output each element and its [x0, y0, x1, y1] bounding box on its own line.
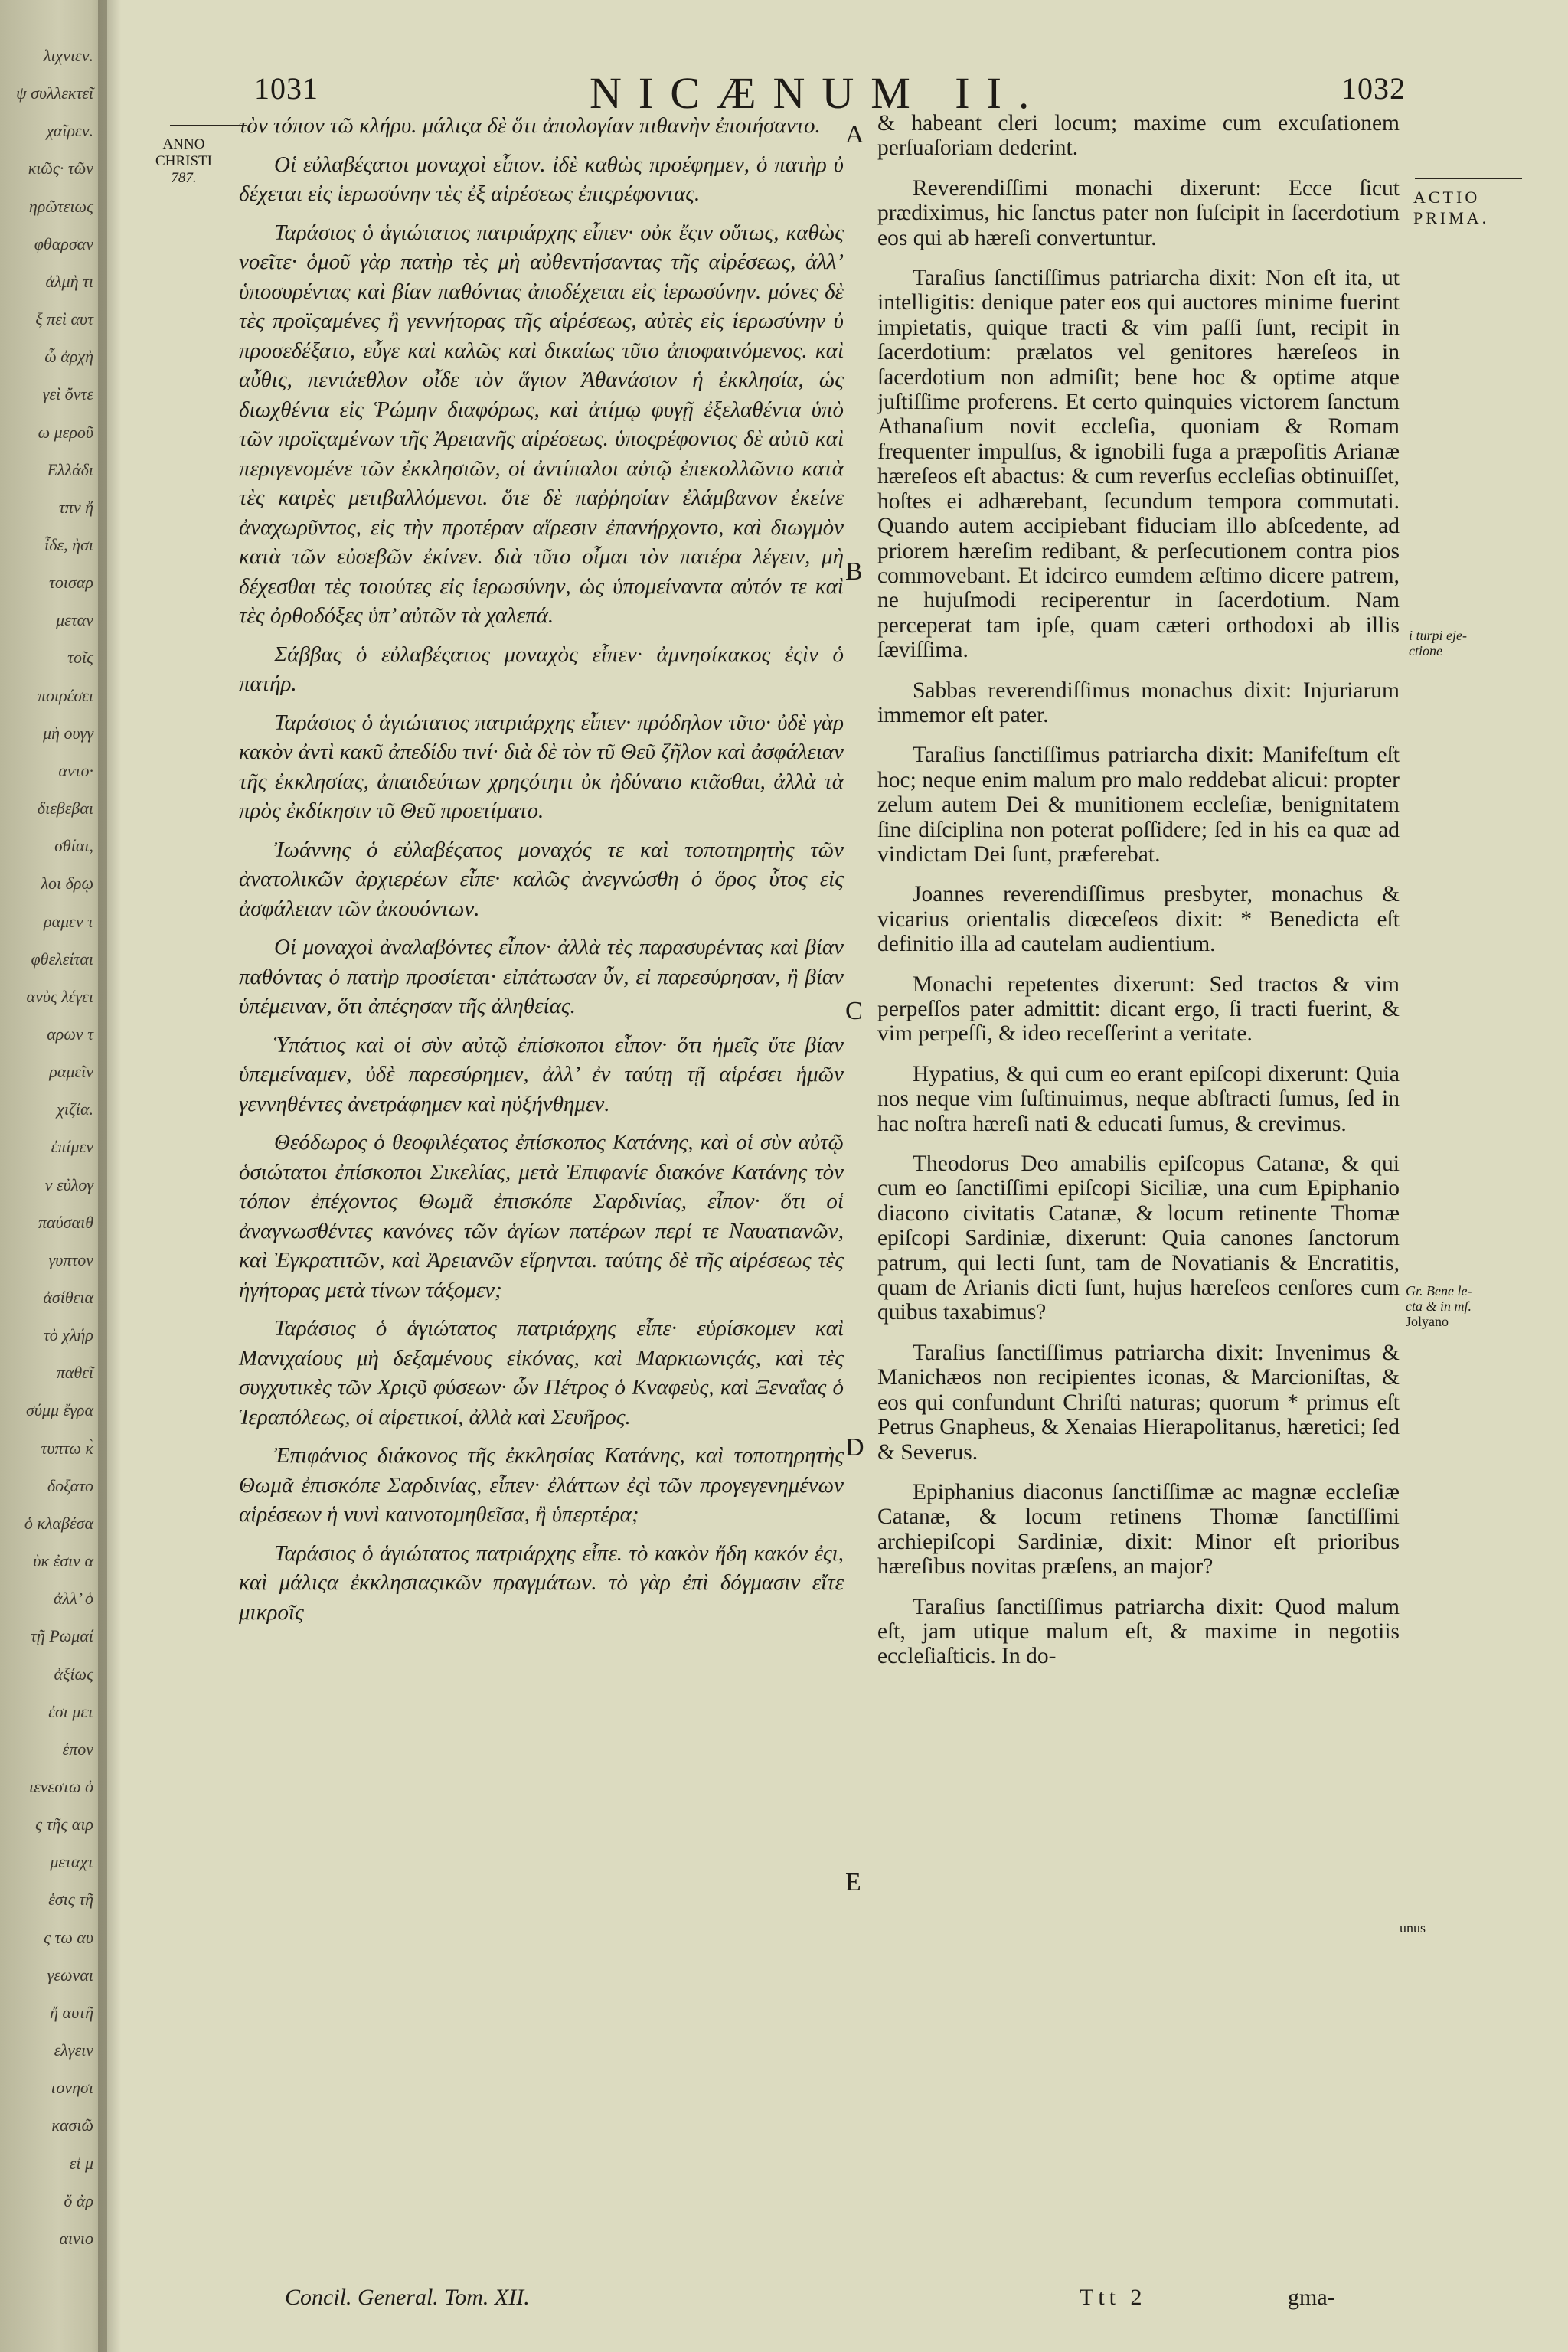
margin-note-gr [1406, 1283, 1472, 1329]
paragraph: Ἰωάννης ὁ εὐλαβέςατος μοναχός τε καὶ τοποτηρητὴς τῶν ἀνατολικῶν ἀρχιερέων εἶπε· καλῶς ἀνεγνώσθη ὁ ὅρος ὗτος εἰς ἀσφάλειαν τῶν ἀκουόντων. [239, 837, 844, 921]
left-edge-fragment: ω μεροῦ [38, 422, 93, 442]
left-edge-fragment: ανὺς λέγει [26, 986, 93, 1006]
left-edge-fragment: γυπτον [48, 1250, 93, 1269]
left-edge-fragment: ιενεστω ὁ [29, 1777, 93, 1797]
paragraph: Hypatius, & qui cum eo erant epiſcopi dixerunt: Quia nos neque vim ſuſtinuimus, neque abſtracti ſumus, ſed in hac noſtra hæreſi nati & educati ſumus, & crevimus. [877, 1061, 1400, 1136]
left-edge-fragment: τὸ χλήρ [43, 1325, 93, 1345]
paragraph: Ἐπιφάνιος διάκονος τῆς ἐκκλησίας Κατάνης, καὶ τοποτηρητὴς Θωμᾶ ἐπισκόπε Σαρδινίας, εἶπεν· ἐλάττων ἐςὶ τῶν προγεγενημένων αἱρέσεων ἡ νυνὶ καινοτομηθεῖσα, ἢ ὑπερτέρα; [239, 1443, 844, 1527]
section-letter-d: D [845, 1433, 864, 1462]
prima-label: PRIMA. [1413, 208, 1490, 227]
paragraph: Reverendiſſimi monachi dixerunt: Ecce ſicut prædiximus, hic ſanctus pater non ſuſcipit in ſacerdotium eos qui ab hæreſi convertuntur. [877, 175, 1400, 250]
left-edge-fragment: κιῶς· τῶν [28, 158, 93, 178]
header-rule-right [1415, 178, 1522, 179]
left-edge-fragment: ἤ αυτῆ [50, 2002, 93, 2022]
left-edge-fragment: ἐσι μετ [48, 1701, 93, 1721]
paragraph: Epiphanius diaconus ſanctiſſimæ ac magnæ eccleſiæ Catanæ, & locum retinens Thomæ ſanctiſſimi archiepiſcopi Sardiniæ, dixit: Minor eſt prioribus hæreſibus novitas præſens, an major? [877, 1479, 1400, 1579]
section-letter-a: A [845, 120, 864, 149]
paragraph: Ταράσιος ὁ ἁγιώτατος πατριάρχης εἶπεν· οὐκ ἔςιν οὕτως, καθὼς νοεῖτε· ὁμοῦ γὰρ πατὴρ τὲς μὴ αὐθεντήσαντας τῆς αἱρέσεως, ἀλλ’ ὑποσυρέντας καὶ βίαν παθόντας ἀποδέχεται εἰς ἱερωσύνην. μόνες δὲ τὲς προϊςαμένες ἢ γεννήτορας τῆς αἱρέσεως, αὐτὲς εἰς ἱερωσύνην ὐ προσεδέξατο, εὖγε καὶ καλῶς καὶ δικαίως τῦτο ἀποφαινόμενος. καὶ αὖθις, πεντάεθλον οἶδε τὸν ἅγιον Ἀθανάσιον ἡ ἐκκλησία, ὡς διωχθέντα εἰς Ῥώμην διαφόρως, καὶ ἀτίμῳ φυγῇ ἐξελαθέντα ὑπὸ τῶν προϊςαμένων τῆς Ἀρειανῆς αἱρέσεως. ὑποςρέφοντος δὲ αὐτῦ καὶ περιγενομένε τῶν ἐκκλησιῶν, οἱ ἀντίπαλοι αὐτῷ ἐπεκολλῶντο κατὰ τὲς καιρὲς μετιβαλλόμενοι. ὅτε δὲ παῤῥησίαν ἐλάμβανον ἐκείνε ἀναχωρῦντος, εἰς τὴν προτέραν αἵρεσιν ἐπανήρχοντο, καὶ διωγμὸν κατὰ τῶν εὐσεβῶν ἐκίνεν. διὰ τῦτο οἶμαι τὸν πατέρα λέγειν, μὴ δέχεσθαι τὲς τοιούτες εἰς ἱερωσύνην, ὡς ὑπομείναντα αὐτόν τε καὶ τὲς ὀρθοδόξες ὑπ’ αὐτῶν τὰ χαλεπά. [239, 220, 844, 628]
anno-christi-note [153, 136, 214, 187]
anno-label: ANNO [162, 136, 205, 152]
left-edge-fragment: ψ συλλεκτεῖ [15, 83, 93, 103]
left-edge-fragment: αινιο [59, 2228, 93, 2248]
paragraph: τὸν τόπον τῶ κλήρυ. μάλιςα δὲ ὅτι ἀπολογίαν πιθανὴν ἐποιήσαντο. [239, 113, 821, 138]
left-edge-fragment: φθελείται [31, 949, 93, 969]
page-number-left: 1031 [254, 71, 318, 106]
note-gr-line: cta & in mſ. [1406, 1298, 1472, 1314]
left-edge-fragment: κασιῶ [51, 2115, 93, 2135]
paragraph: & habeant cleri locum; maxime cum excuſationem perſuaſoriam dederint. [877, 111, 1400, 161]
left-edge-fragment: παθεῖ [56, 1363, 93, 1383]
gutter-shadow [98, 0, 121, 2352]
left-edge-fragment: ὁ κλαβέσα [24, 1513, 93, 1533]
left-edge-fragment: ραμεν τ [44, 911, 93, 931]
volume-signature: Concil. General. Tom. XII. [285, 2285, 530, 2310]
left-edge-fragment: μὴ ουγγ [43, 723, 93, 743]
left-edge-fragment: ξ πεὶ αυτ [35, 309, 93, 329]
greek-text-column [239, 111, 844, 1627]
left-edge-fragment: ἀσίθεια [43, 1288, 93, 1308]
paragraph: Taraſius ſanctiſſimus patriarcha dixit: Quod malum eſt, jam utique malum eſt, & maxime in negotiis eccleſiaſticis. In do- [877, 1594, 1400, 1669]
left-edge-fragment: ν εὐλογ [44, 1174, 93, 1194]
left-edge-fragment: ἀξίως [54, 1664, 93, 1684]
left-edge-fragment: ραμεῖν [49, 1062, 93, 1082]
running-title: NICÆNUM II. [590, 68, 1047, 118]
left-edge-fragment: ἀλλ’ ὁ [54, 1589, 93, 1609]
margin-note-turpi [1409, 628, 1467, 658]
section-letter-b: B [845, 557, 863, 586]
left-edge-fragment: τονησι [50, 2078, 93, 2098]
left-edge-fragment: σθίαι, [54, 836, 93, 856]
left-edge-fragment: μεταχτ [50, 1852, 93, 1872]
left-edge-fragment: εἰ μ [69, 2153, 93, 2173]
paragraph: Theodorus Deo amabilis epiſcopus Catanæ, & qui cum eo ſanctiſſimi epiſcopi Siciliæ, una cum Epiphanio diacono civitatis Catanæ, & locum retinente Thomæ epiſcopi Sardiniæ, dixerunt: Quia canones ſanctorum patrum, qui lecti ſunt, tam de Novatianis & Encratitis, quam de Arianis dicti ſunt, hujus hæreſeos cenſores cum quibus taxabimus? [877, 1152, 1400, 1325]
left-edge-fragment: αρων τ [47, 1024, 93, 1044]
actio-label: ACTIO [1413, 188, 1481, 207]
left-edge-fragment: διεβεβαι [37, 799, 93, 818]
left-edge-fragment: χιζία. [57, 1099, 93, 1119]
left-edge-fragment: δοξατο [47, 1475, 93, 1495]
paragraph: Ταράσιος ὁ ἁγιώτατος πατριάρχης εἶπε· εὑρίσκομεν καὶ Μανιχαίους μὴ δεξαμένους εἰκόνας, καὶ Μαρκιωνιςάς, καὶ τὲς συγχυτικὲς τῶν Χριςῦ φύσεων· ὧν Πέτρος ὁ Κναφεὺς, καὶ Ξεναΐας ὁ Ἱεραπόλεως, οἱ αἱρετικοί, ἀλλὰ καὶ Σευῆρος. [239, 1316, 844, 1429]
left-edge-fragment: ποιρέσει [38, 685, 93, 705]
left-edge-fragment: ὄ ἀρ [64, 2190, 93, 2210]
latin-text-column [877, 111, 1400, 1669]
year-label: 787. [171, 170, 197, 186]
catchword: gma- [1288, 2285, 1335, 2310]
left-edge-fragment: ὺκ ἐσιν α [33, 1551, 93, 1571]
left-edge-fragment: γεὶ ὄντε [42, 384, 93, 404]
left-edge-fragment: λιχνιεν. [43, 46, 93, 65]
paragraph: Ταράσιος ὁ ἁγιώτατος πατριάρχης εἶπεν· πρόδηλον τῦτο· ὐδὲ γὰρ κακὸν ἀντὶ κακῦ ἀπεδίδυ τινί· διὰ δὲ τὸν τῦ Θεῦ ζῆλον καὶ ἀσφάλειαν τῆς ἐκκλησίας, ἀπαιδεύτων χρηςότητι ὐκ ἠδύνατο κτᾶσθαι, ἀλλὰ τὰ πρὸς ἐκδίκησιν τῦ Θεῦ προετίματο. [239, 710, 844, 823]
paragraph: Monachi repetentes dixerunt: Sed tractos & vim perpeſſos pater admittit: dicant ergo, ſi tracti fuerint, & vim perpeſſi, & ideo receſſerint a veritate. [877, 972, 1400, 1047]
left-edge-fragment: χαῖρεν. [46, 121, 93, 141]
header-rule-left [170, 125, 247, 126]
left-edge-fragment: λοι δρῳ [41, 874, 93, 893]
left-edge-fragment: αντο· [58, 760, 93, 780]
paragraph: Ταράσιος ὁ ἁγιώτατος πατριάρχης εἶπε. τὸ κακὸν ἤδη κακόν ἐςι, καὶ μάλιςα ἐκκλησιαςικῶν πραγμάτων. τὸ γὰρ ἐπὶ δόγμασιν εἴτε μικροῖς [239, 1540, 844, 1625]
paragraph: Οἱ μοναχοὶ ἀναλαβόντες εἶπον· ἀλλὰ τὲς παρασυρέντας καὶ βίαν παθόντας ὁ πατὴρ προσίεται· εἰπάτωσαν ὖν, εἰ παρεσύρησαν, ἢ βίαν ὑπέμειναν, ὅτι ἀπέςησαν τῆς ἀληθείας. [239, 935, 844, 1018]
note-turpi-line: ctione [1409, 643, 1442, 658]
left-edge-fragment: παύσαιθ [38, 1212, 93, 1232]
note-gr-line: Jolyano [1406, 1314, 1449, 1329]
left-edge-fragment: μεταν [56, 610, 93, 630]
left-edge-fragment: ἑσις τῆ [48, 1890, 93, 1909]
section-letter-c: C [845, 997, 863, 1025]
left-edge-fragment: ἐπίμεν [51, 1137, 93, 1157]
left-edge-fragment: τῇ Ρωμαί [31, 1626, 93, 1646]
left-edge-fragment: τπν ἤ [58, 497, 93, 517]
page-number-right: 1032 [1341, 71, 1406, 106]
left-edge-fragment: σύμμ ἔγρα [26, 1400, 93, 1420]
left-edge-fragment: ἑπον [62, 1739, 93, 1759]
actio-prima-note [1413, 187, 1536, 228]
note-gr-line: Gr. Bene le- [1406, 1283, 1472, 1298]
left-edge-fragment: φθαρσαν [34, 234, 93, 253]
left-edge-fragment: τυπτω κ̀ [41, 1438, 93, 1458]
margin-note-unus: unus [1400, 1920, 1426, 1936]
paragraph: Θεόδωρος ὁ θεοφιλέςατος ἐπίσκοπος Κατάνης, καὶ οἱ σὺν αὐτῷ ὁσιώτατοι ἐπίσκοποι Σικελίας, μετὰ Ἐπιφανίε διακόνε Κατάνης τὸν τόπον ἐπέχοντος Θωμᾶ ἐπισκόπε Σαρδινίας, εἶπον· ὅτι οἱ ἀναγνωσθέντες κανόνες τῶν ἁγίων πατέρων περί τε Ναυατιανῶν, καὶ Ἐγκρατιτῶν, καὶ Ἀρειανῶν εἴρηνται. ταύτης δὲ τῆς αἱρέσεως τὲς ἡγήτορας μετὰ τίνων τάξομεν; [239, 1130, 844, 1302]
paragraph: Sabbas reverendiſſimus monachus dixit: Injuriarum immemor eſt pater. [877, 678, 1400, 727]
note-turpi-line: i turpi eje- [1409, 628, 1467, 643]
paragraph: Οἱ εὐλαβέςατοι μοναχοὶ εἶπον. ἰδὲ καθὼς προέφημεν, ὁ πατὴρ ὐ δέχεται εἰς ἱερωσύνην τὲς ἐξ αἱρέσεως ἐπιςρέφοντας. [239, 152, 844, 206]
paragraph: Taraſius ſanctiſſimus patriarcha dixit: Manifeſtum eſt hoc; neque enim malum pro malo reddebat alicui: propter zelum autem Dei & munitionem eccleſiæ, benignitatem ſine diſciplina non poterat poſſidere; ſed in his ea quæ ad vindictam Dei ſunt, præferebat. [877, 743, 1400, 867]
left-edge-fragment: ηρῶτειως [28, 196, 93, 216]
left-edge-fragment: τοῖς [67, 648, 93, 668]
paragraph: Ὑπάτιος καὶ οἱ σὺν αὐτῷ ἐπίσκοποι εἶπον· ὅτι ἡμεῖς ὔτε βίαν ὑπεμείναμεν, ὐδὲ παρεσύρημεν, ἀλλ’ ἐν ταύτῃ τῇ αἱρέσει ἡμῶν γεννηθέντες ἀνετράφημεν καὶ ηὐξήνθημεν. [239, 1032, 844, 1116]
left-edge-fragment: ς τῆς αιρ [35, 1815, 93, 1834]
left-edge-fragment: Ελλάδι [47, 459, 93, 479]
left-edge-fragment: ἀλμὴ τι [45, 271, 93, 291]
paragraph: Taraſius ſanctiſſimus patriarcha dixit: Invenimus & Manichæos non recipientes iconas, & Marcioniſtas, & eos qui confundunt Chriſti naturas; quorum * primus eſt Petrus Gnapheus, & Xenaias Hierapolitanus, hæretici; ſed & Severus. [877, 1340, 1400, 1465]
left-edge-fragment: ς τω αυ [44, 1927, 93, 1947]
left-edge-fragment: ὦ ἀρχὴ [44, 347, 93, 367]
christi-label: CHRISTI [155, 153, 212, 169]
paragraph: Taraſius ſanctiſſimus patriarcha dixit: Non eſt ita, ut intelligitis: denique pater eos qui auctores minime fuerint impietatis, quique tracti & vim paſſi ſunt, recipit in ſacerdotium: prælatos vel genitores hæreſeos in ſacerdotium non admiſit; bene hoc & optime atque juſtiſſime proferens. Et certo quinquies victorem ſanctum Athanaſium novit eccleſia, quoniam & Romam frequenter impulſus, & ignobili fuga a præpoſitis Arianæ hæreſeos eſt abactus: & cum reverſus eccleſias obtinuiſſet, hoſtes ei adhærebant, ſecundum tempora commutati. Quando autem accipiebant fiduciam illo abſcedente, ad priorem hæreſim redibant, & perſecutionem contra pios commovebant. Et idcirco eumdem æſtimo dicere patrem, ne hujuſmodi reciperentur in ſacerdotium. Nam perceperat tam ipſe, quam cæteri orthodoxi ab illis ſæviſſima. [877, 266, 1400, 663]
left-edge-fragment: γεωναι [47, 1965, 93, 1984]
paragraph: Σάββας ὁ εὐλαβέςατος μοναχὸς εἶπεν· ἀμνησίκακος ἐςὶν ὁ πατήρ. [239, 642, 844, 696]
section-letter-e: E [845, 1868, 861, 1896]
left-edge-fragment: ἶδε, ὴσι [44, 534, 93, 554]
sheet-signature: Ttt 2 [1080, 2285, 1147, 2310]
left-edge-fragment: τοισαρ [49, 573, 93, 593]
paragraph: Joannes reverendiſſimus presbyter, monachus & vicarius orientalis diœceſeos dixit: * Benedicta eſt definitio illa ad cautelam audientium. [877, 882, 1400, 957]
left-edge-fragment: ελγειν [54, 2040, 93, 2060]
left-page-edge [0, 0, 107, 2352]
